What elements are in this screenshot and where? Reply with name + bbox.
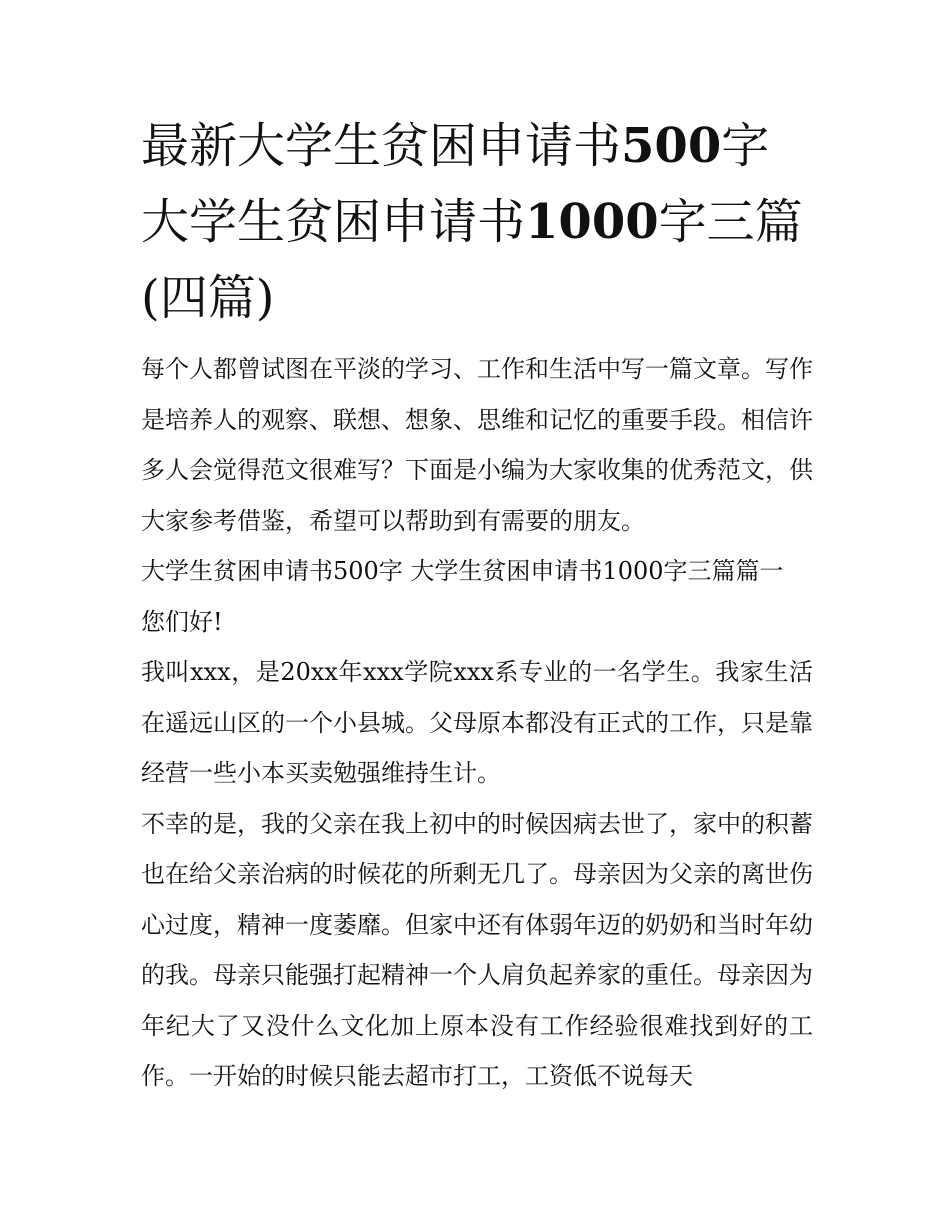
title-line-1: 最新大学生贫困申请书500字 (141, 118, 770, 174)
intro-paragraph: 每个人都曾试图在平淡的学习、工作和生活中写一篇文章。写作是培养人的观察、联想、想象、思维和记忆的重要手段。相信许多人会觉得范文很难写？下面是小编为大家收集的优秀范文，供大家参考借鉴，希望可以帮助到有需要的朋友。 (141, 355, 813, 535)
section-heading: 大学生贫困申请书500字 大学生贫困申请书1000字三篇篇一 (141, 557, 784, 585)
document-title (141, 108, 813, 336)
document-body (141, 108, 813, 1102)
title-line-2: 大学生贫困申请书1000字三篇 (141, 194, 803, 250)
body-paragraph-2: 不幸的是，我的父亲在我上初中的时候因病去世了，家中的积蓄也在给父亲治病的时候花的所剩无几了。母亲因为父亲的离世伤心过度，精神一度萎靡。但家中还有体弱年迈的奶奶和当时年幼的我。母亲只能强打起精神一个人肩负起养家的重任。母亲因为年纪大了又没什么文化加上原本没有工作经验很难找到好的工作。一开始的时候只能去超市打工，工资低不说每天 (141, 809, 813, 1090)
body-paragraph-1: 我叫xxx，是20xx年xxx学院xxx系专业的一名学生。我家生活在遥远山区的一个小县城。父母原本都没有正式的工作，只是靠经营一些小本买卖勉强维持生计。 (141, 658, 813, 787)
title-line-3: (四篇) (141, 270, 275, 326)
salutation-paragraph: 您们好! (141, 607, 223, 636)
